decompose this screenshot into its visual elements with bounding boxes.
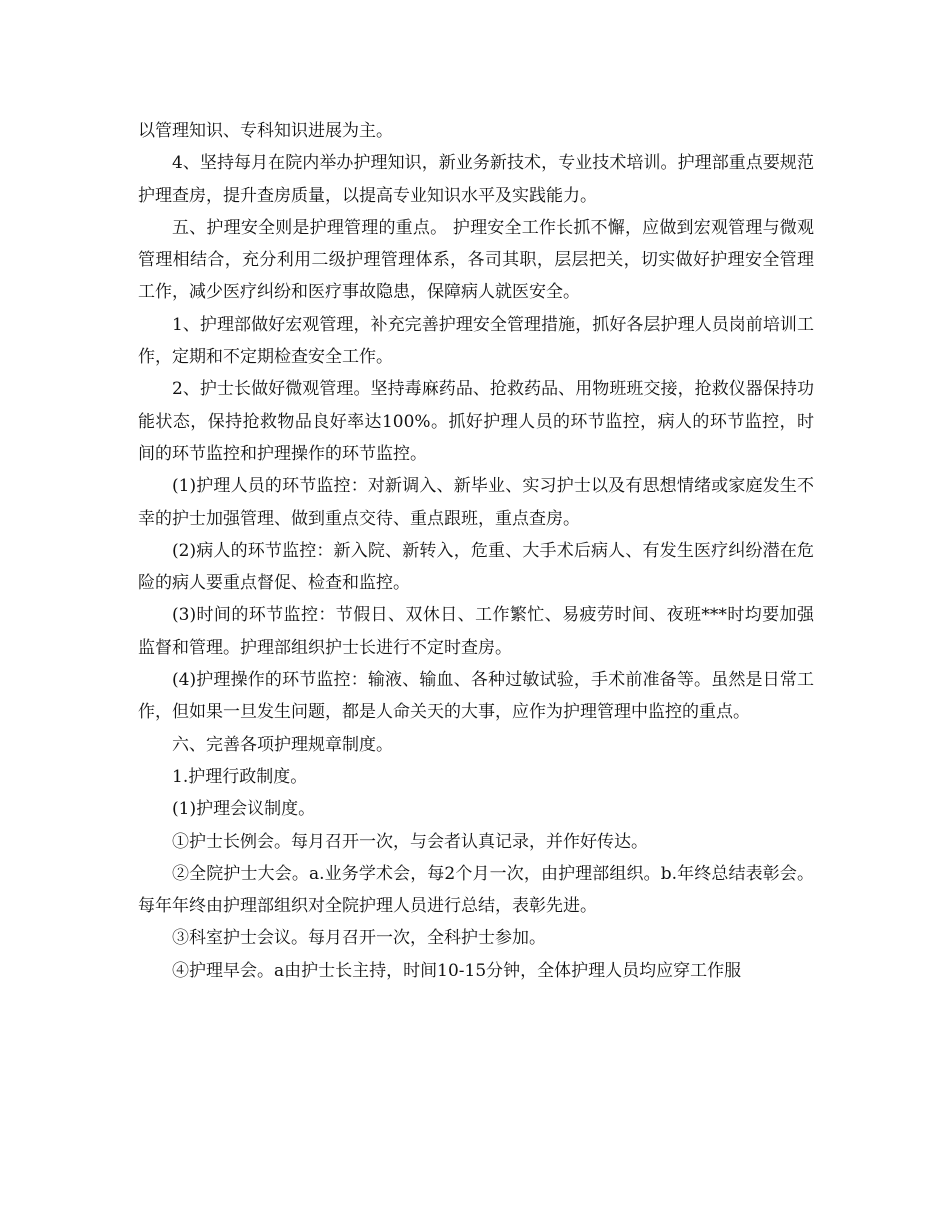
paragraph-admin-system: 1.护理行政制度。 [172, 766, 308, 787]
paragraph-continuation: 以管理知识、专科知识进展为主。 [138, 121, 393, 141]
paragraph-subitem-4: (4)护理操作的环节监控：输液、输血、各种过敏试验，手术前准备等。虽然是日常工作，但如果一旦发生问题，都是人命关天的大事，应作为护理管理中监控的重点。 [138, 670, 814, 723]
paragraph-item-4: 4、坚持每月在院内举办护理知识，新业务新技术，专业技术培训。护理部重点要规范护理查房，提升查房质量，以提高专业知识水平及实践能力。 [138, 153, 814, 206]
paragraph-department-meeting: ③科室护士会议。每月召开一次，全科护士参加。 [172, 928, 546, 949]
paragraph-section-5: 五、护理安全则是护理管理的重点。 护理安全工作长抓不懈，应做到宏观管理与微观管理相结合，充分利用二级护理管理体系，各司其职，层层把关，切实做好护理安全管理工作，减少医疗纠纷和医疗事故隐患，保障病人就医安全。 [138, 217, 814, 303]
paragraph-morning-meeting: ④护理早会。a由护士长主持，时间10-15分钟，全体护理人员均应穿工作服 [172, 960, 742, 981]
paragraph-item-2: 2、护士长做好微观管理。坚持毒麻药品、抢救药品、用物班班交接，抢救仪器保持功能状态，保持抢救物品良好率达100%。抓好护理人员的环节监控，病人的环节监控，时间的环节监控和护理操作的环节监控。 [138, 379, 814, 464]
paragraph-meeting-system: (1)护理会议制度。 [172, 799, 316, 820]
paragraph-all-nurse-meeting: ②全院护士大会。a.业务学术会，每2个月一次，由护理部组织。b.年终总结表彰会。每年年终由护理部组织对全院护理人员进行总结，表彰先进。 [138, 863, 814, 917]
paragraph-section-6: 六、完善各项护理规章制度。 [172, 734, 393, 755]
document-body [138, 115, 814, 987]
paragraph-subitem-3: (3)时间的环节监控：节假日、双休日、工作繁忙、易疲劳时间、夜班***时均要加强监督和管理。护理部组织护士长进行不定时查房。 [138, 605, 814, 658]
paragraph-subitem-1: (1)护理人员的环节监控：对新调入、新毕业、实习护士以及有思想情绪或家庭发生不幸的护士加强管理、做到重点交待、重点跟班，重点查房。 [138, 476, 814, 529]
paragraph-subitem-2: (2)病人的环节监控：新入院、新转入，危重、大手术后病人、有发生医疗纠纷潜在危险的病人要重点督促、检查和监控。 [138, 540, 814, 594]
paragraph-item-1: 1、护理部做好宏观管理，补充完善护理安全管理措施，抓好各层护理人员岗前培训工作，定期和不定期检查安全工作。 [138, 314, 814, 368]
paragraph-head-nurse-meeting: ①护士长例会。每月召开一次，与会者认真记录，并作好传达。 [172, 831, 648, 852]
